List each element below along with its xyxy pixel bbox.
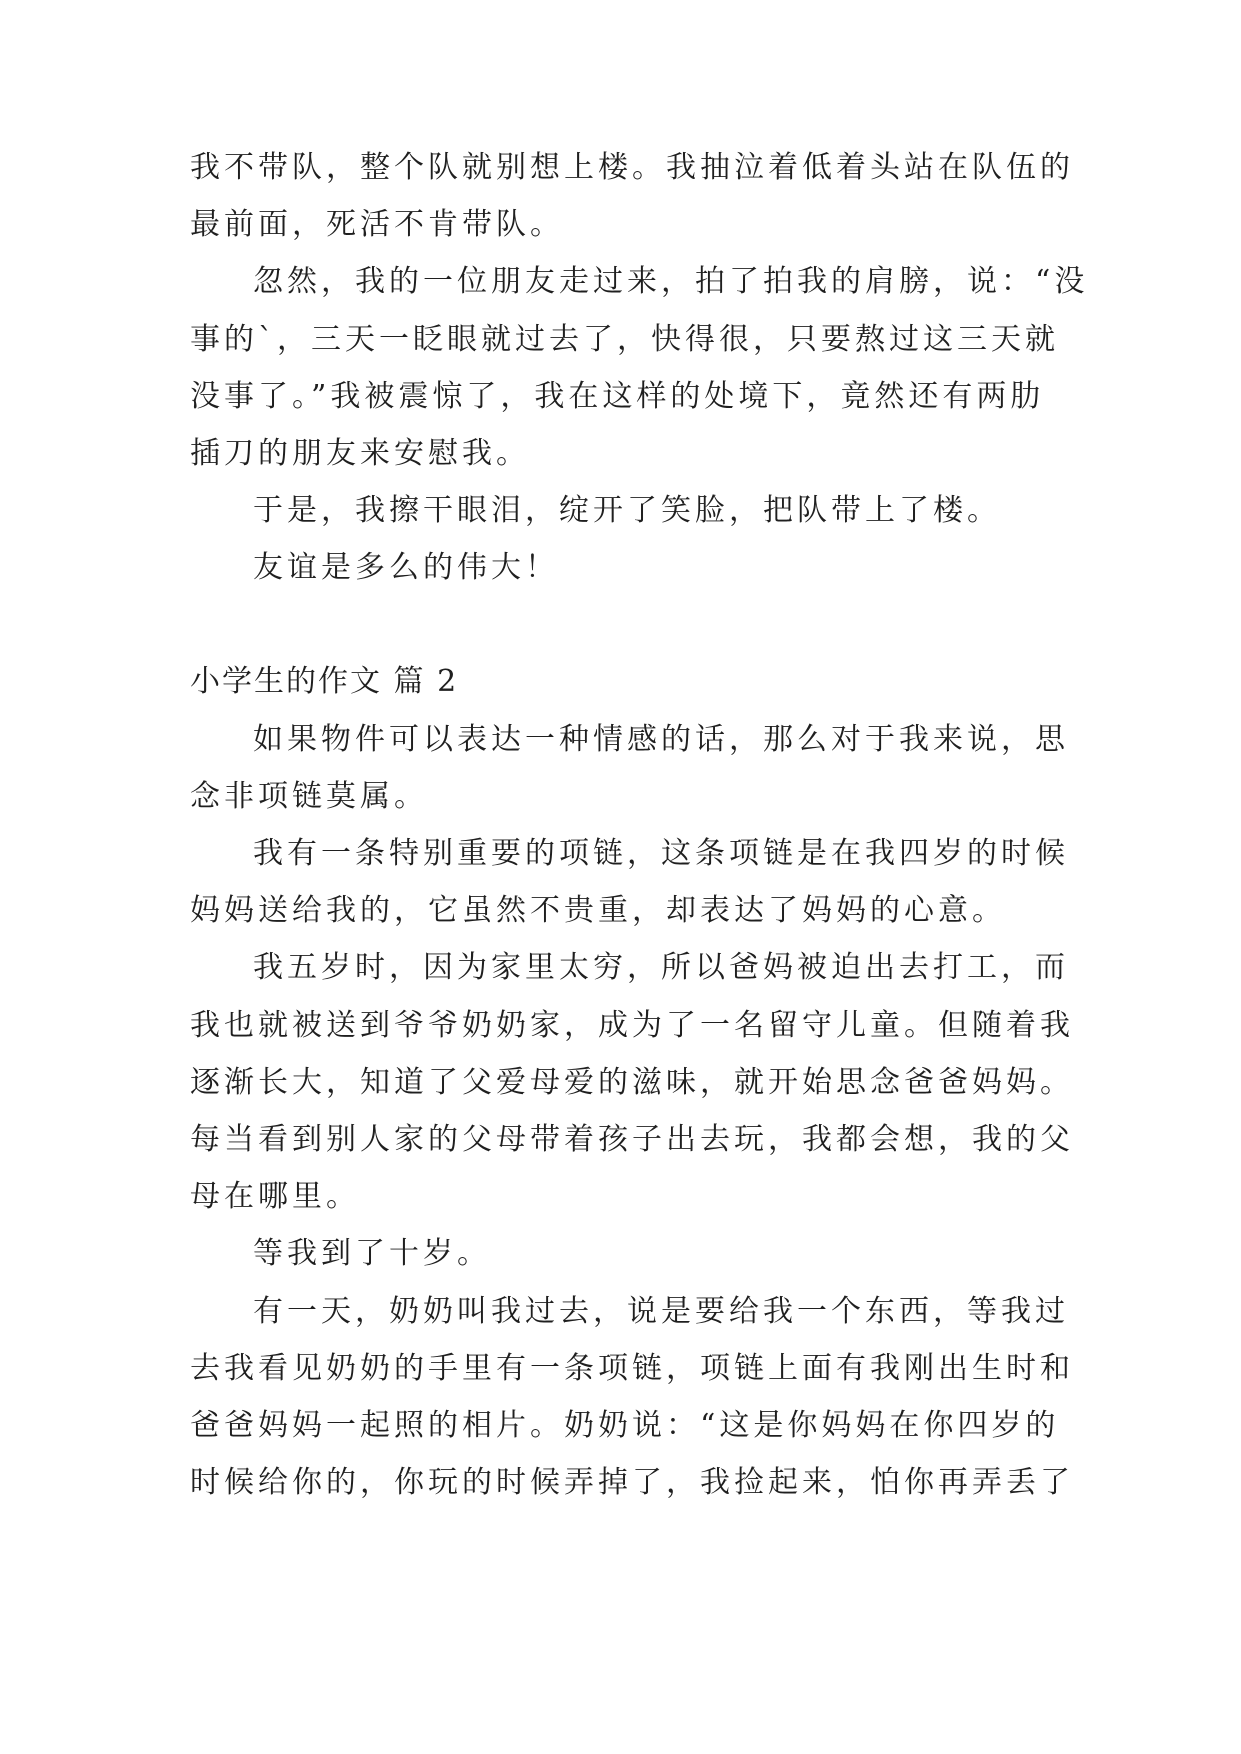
text-line: 没事了。”我被震惊了，我在这样的处境下，竟然还有两肋 [190,379,1045,414]
text-line: 去我看见奶奶的手里有一条项链，项链上面有我刚出生时和 [190,1351,1074,1386]
section-heading: 小学生的作文 篇 2 [190,664,459,699]
paragraph-start: 我有一条特别重要的项链，这条项链是在我四岁的时候 [253,836,1069,871]
text-line: 最前面，死活不肯带队。 [190,207,564,242]
paragraph-start: 友谊是多么的伟大！ [253,550,559,585]
text-line: 我也就被送到爷爷奶奶家，成为了一名留守儿童。但随着我 [190,1008,1074,1043]
paragraph-start: 我五岁时，因为家里太穷，所以爸妈被迫出去打工，而 [253,950,1069,985]
paragraph-start: 有一天，奶奶叫我过去，说是要给我一个东西，等我过 [253,1294,1069,1329]
text-line: 母在哪里。 [190,1179,360,1214]
text-line: 每当看到别人家的父母带着孩子出去玩，我都会想，我的父 [190,1122,1074,1157]
text-line: 时候给你的，你玩的时候弄掉了，我捡起来，怕你再弄丢了 [190,1465,1074,1500]
text-line: 逐渐长大，知道了父爱母爱的滋味，就开始思念爸爸妈妈。 [190,1065,1074,1100]
text-line: 我不带队，整个队就别想上楼。我抽泣着低着头站在队伍的 [190,150,1074,185]
paragraph-start: 于是，我擦干眼泪，绽开了笑脸，把队带上了楼。 [253,493,1001,528]
text-line: 妈妈送给我的，它虽然不贵重，却表达了妈妈的心意。 [190,893,1006,928]
text-line: 爸爸妈妈一起照的相片。奶奶说：“这是你妈妈在你四岁的 [190,1408,1060,1443]
text-line: 插刀的朋友来安慰我。 [190,436,530,471]
text-line: 念非项链莫属。 [190,779,428,814]
text-line: 事的`，三天一眨眼就过去了，快得很，只要熬过这三天就 [190,322,1059,357]
paragraph-start: 忽然，我的一位朋友走过来，拍了拍我的肩膀，说：“没 [253,264,1089,299]
paragraph-start: 等我到了十岁。 [253,1236,491,1271]
paragraph-start: 如果物件可以表达一种情感的话，那么对于我来说，思 [253,722,1069,757]
